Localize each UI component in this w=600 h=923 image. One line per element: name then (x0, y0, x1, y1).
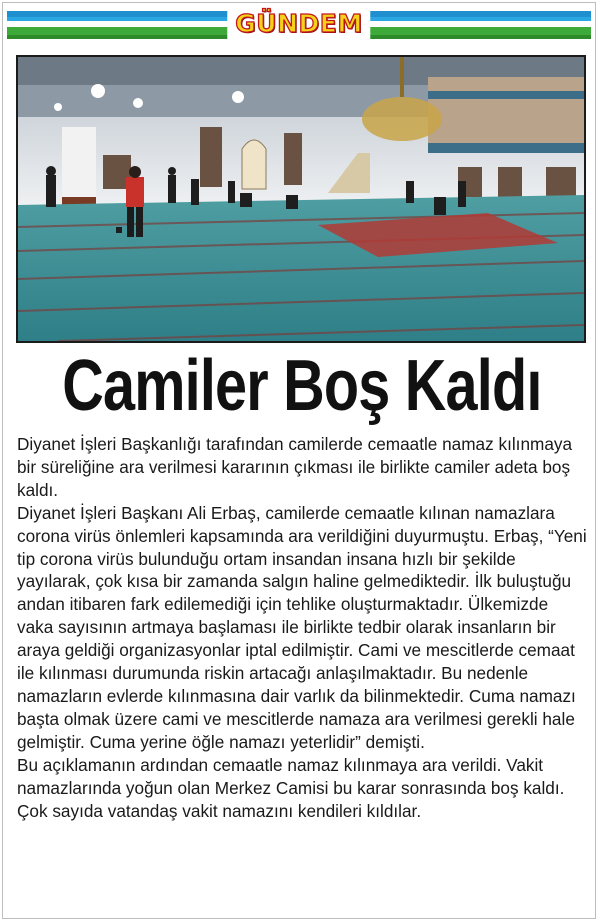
article-body (17, 433, 589, 822)
newspaper-clipping (2, 2, 596, 919)
article-paragraph: Diyanet İşleri Başkanı Ali Erbaş, camilerde cemaatle kılınan namazlara corona virüs önlemleri kapsamında ara verildiğini duyurmuştu. Erbaş, “Yeni tip corona virüs bulunduğu ortam insandan insana hızlı bir şekilde yayılarak, çok kısa bir zamanda salgın haline gelmediktedir. İlk buluştuğu andan itibaren fark edilemediği için tehlike oluşturmaktadır. Ülkemizde vaka sayısının artmaya başlaması ile birlikte tedbir olarak insanların bir araya geldiği organizasyonlar iptal edilmiştir. Cami ve mescitlerde cemaat ile kılınması durumunda riskin artacağı anlaşılmaktadır. Bu nedenle namazların evlerde kılınmasına dair varlık da bilinmektedir. Cuma namazı başta olmak üzere cami ve mescitlerde namaza ara verilmesi gerekli hale gelmiştir. Cuma yerine öğle namazı yeterlidir” demişti. (17, 502, 587, 752)
mosque-interior-photo (18, 57, 584, 341)
section-masthead (3, 5, 595, 43)
article-photo (16, 55, 586, 343)
article-paragraph: Bu açıklamanın ardından cemaatle namaz kılınmaya ara verildi. Vakit namazlarında yoğun olan Merkez Camisi bu karar sonrasında boş kaldı. Çok sayıda vatandaş vakit namazını kendileri kıldılar. (17, 754, 565, 821)
section-title: GÜNDEM (227, 7, 370, 41)
headline: Camiler Boş Kaldı (62, 346, 542, 426)
article-paragraph: Diyanet İşleri Başkanlığı tarafından camilerde cemaatle namaz kılınmaya bir süreliğine ara verilmesi kararının çıkması ile birlikte camiler adeta boş kaldı. (17, 434, 573, 500)
